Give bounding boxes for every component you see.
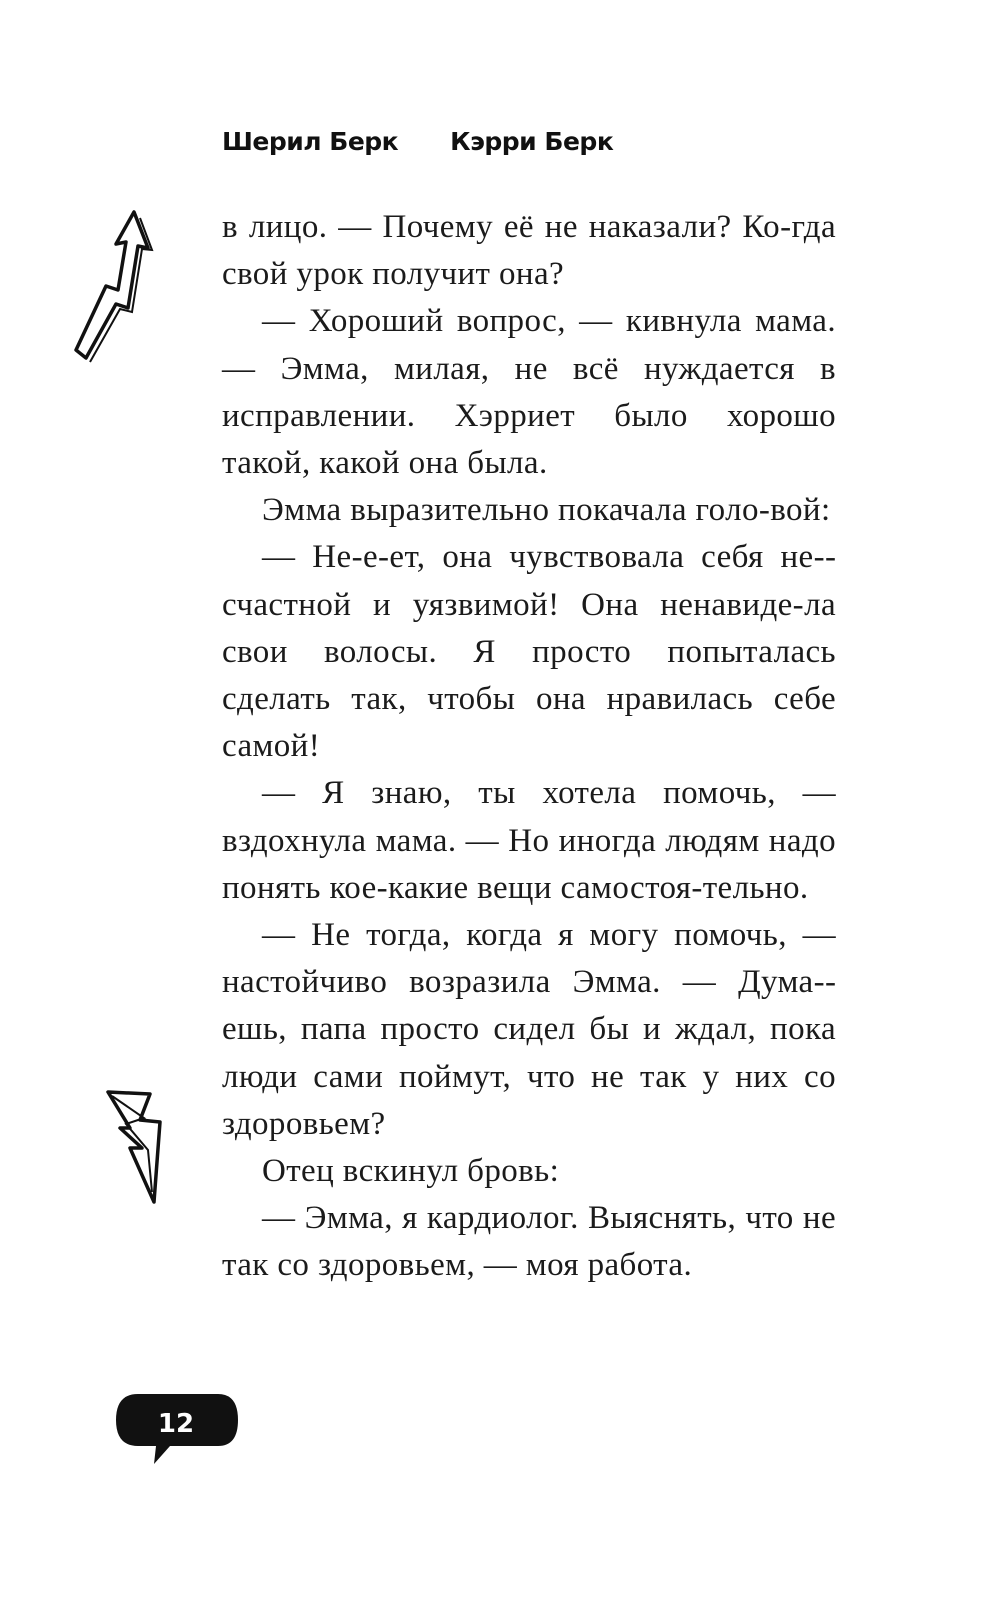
- lightning-bolt-icon: [72, 208, 158, 368]
- running-header: [222, 127, 613, 156]
- paragraph: — Хороший вопрос, — кивнула мама. — Эмма, милая, не всё нуждается в исправлении. Хэрриет было хорошо такой, какой она была.: [222, 303, 836, 482]
- paragraph: — Я знаю, ты хотела помочь, — вздохнула мама. — Но иногда людям надо понять кое-какие вещи самостоя-тельно.: [222, 775, 836, 906]
- paragraph: — Не-е-ет, она чувствовала себя не-счастной и уязвимой! Она ненавиде-ла свои волосы. Я просто попыталась сделать так, чтобы она нравилась себе самой!: [222, 539, 836, 765]
- page-number: 12: [157, 1409, 195, 1439]
- paragraph: Эмма выразительно покачала голо-вой:: [262, 492, 831, 529]
- body-text: [222, 204, 836, 1290]
- author-name-2: Кэрри Берк: [450, 127, 614, 156]
- paragraph: в лицо. — Почему её не наказали? Ко-гда свой урок получит она?: [222, 209, 836, 293]
- paragraph: — Эмма, я кардиолог. Выяснять, что не так со здоровьем, — моя работа.: [222, 1200, 836, 1284]
- paragraph: Отец вскинул бровь:: [262, 1153, 560, 1190]
- paragraph: — Не тогда, когда я могу помочь, — настойчиво возразила Эмма. — Дума-ешь, папа просто сидел бы и ждал, пока люди сами поймут, что не так у них со здоровьем?: [222, 917, 836, 1142]
- author-name-1: Шерил Берк: [222, 127, 399, 156]
- lightning-bolt-icon: [100, 1088, 170, 1206]
